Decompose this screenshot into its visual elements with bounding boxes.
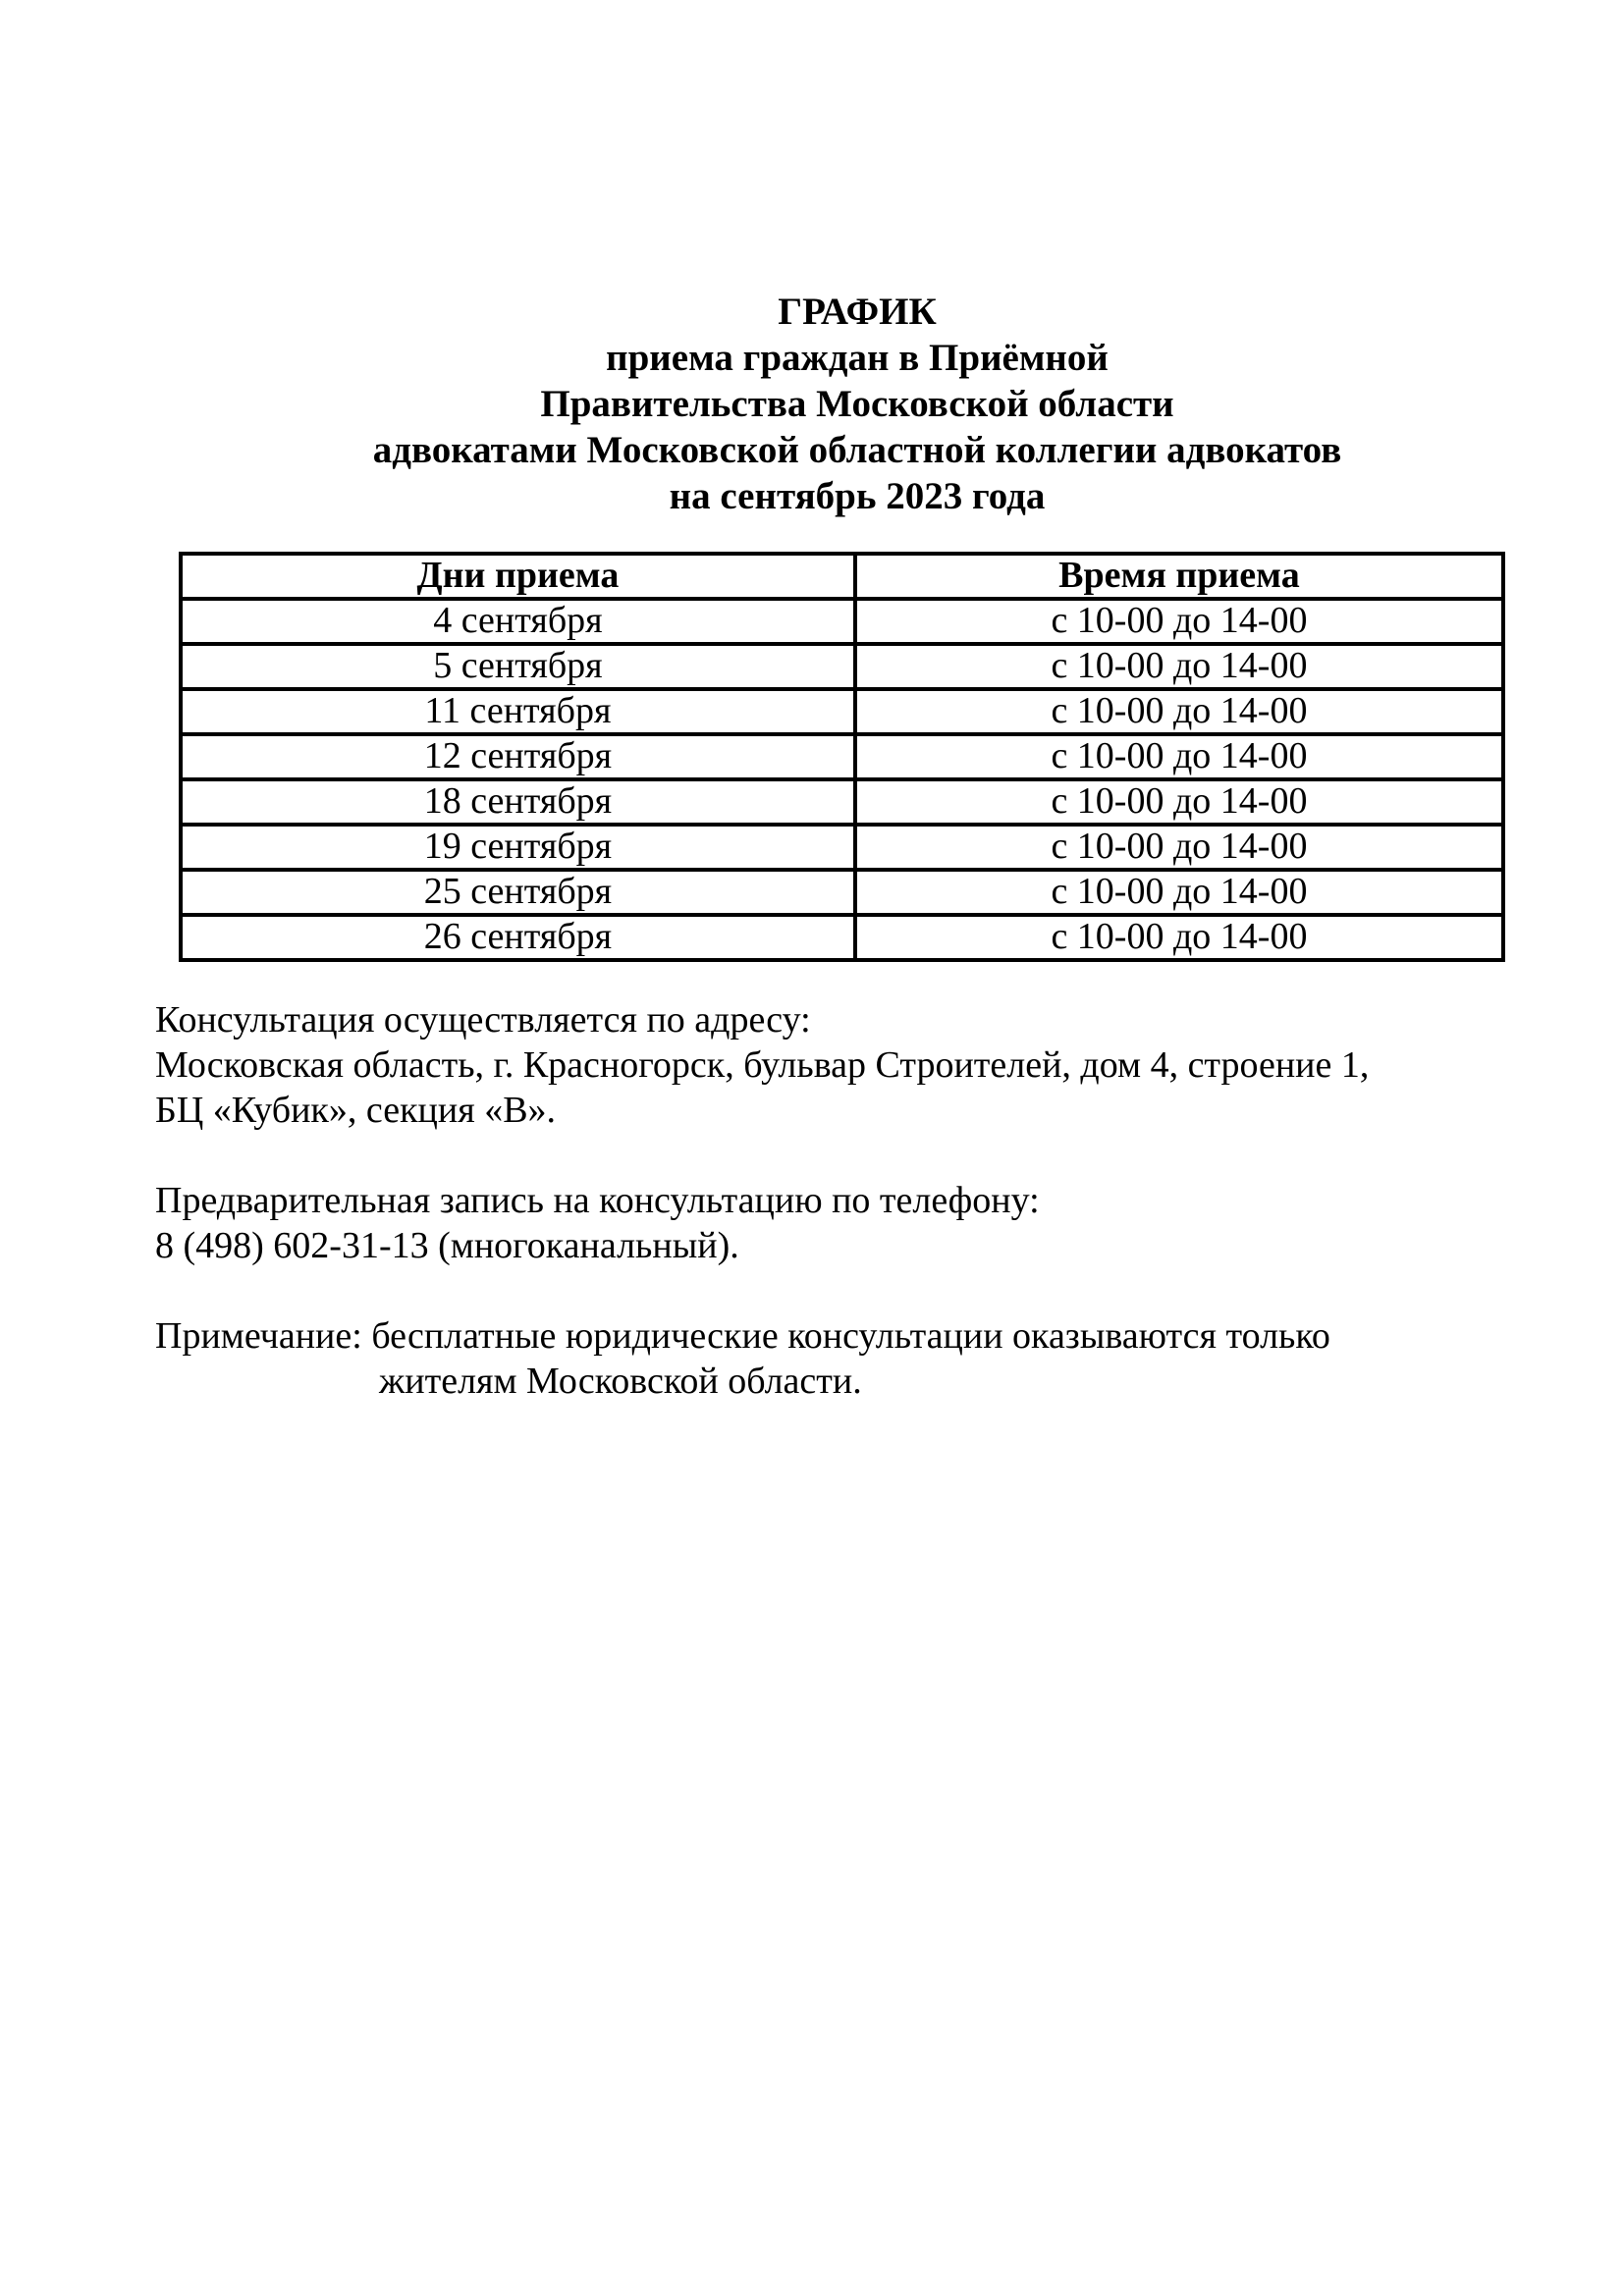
- table-row: [181, 825, 1503, 870]
- address-paragraph: [155, 997, 1369, 1133]
- time-cell: с 10-00 до 14-00: [855, 644, 1503, 689]
- table-row: [181, 915, 1503, 960]
- day-cell: 25 сентября: [181, 870, 855, 915]
- title-line-government: Правительства Московской области: [540, 383, 1174, 425]
- address-building-line: БЦ «Кубик», секция «В».: [155, 1090, 557, 1131]
- time-cell: с 10-00 до 14-00: [855, 825, 1503, 870]
- time-cell: с 10-00 до 14-00: [855, 870, 1503, 915]
- time-cell: с 10-00 до 14-00: [855, 779, 1503, 825]
- time-cell: с 10-00 до 14-00: [855, 915, 1503, 960]
- table-row: [181, 644, 1503, 689]
- phone-paragraph: [155, 1178, 1040, 1268]
- day-cell: 4 сентября: [181, 599, 855, 644]
- time-cell: с 10-00 до 14-00: [855, 689, 1503, 734]
- day-cell: 18 сентября: [181, 779, 855, 825]
- table-row: [181, 779, 1503, 825]
- title-line-month: на сентябрь 2023 года: [669, 475, 1046, 517]
- day-cell: 5 сентября: [181, 644, 855, 689]
- column-header-time: Время приема: [855, 554, 1503, 599]
- time-cell: с 10-00 до 14-00: [855, 734, 1503, 779]
- address-street-line: Московская область, г. Красногорск, бульвар Строителей, дом 4, строение 1,: [155, 1044, 1370, 1086]
- title-line-grafik: ГРАФИК: [778, 291, 937, 333]
- note-paragraph: [155, 1313, 1330, 1404]
- address-intro-line: Консультация осуществляется по адресу:: [155, 999, 811, 1041]
- table-row: [181, 734, 1503, 779]
- phone-number-line: 8 (498) 602-31-13 (многоканальный).: [155, 1225, 739, 1266]
- day-cell: 26 сентября: [181, 915, 855, 960]
- table-row: [181, 689, 1503, 734]
- day-cell: 11 сентября: [181, 689, 855, 734]
- phone-intro-line: Предварительная запись на консультацию по телефону:: [155, 1180, 1040, 1221]
- column-header-days: Дни приема: [181, 554, 855, 599]
- day-cell: 19 сентября: [181, 825, 855, 870]
- day-cell: 12 сентября: [181, 734, 855, 779]
- table-row: [181, 870, 1503, 915]
- note-line-2: жителям Московской области.: [379, 1361, 862, 1402]
- table-header-row: [181, 554, 1503, 599]
- reception-schedule-table: [179, 552, 1505, 962]
- time-cell: с 10-00 до 14-00: [855, 599, 1503, 644]
- document-title-block: [194, 289, 1520, 519]
- title-line-reception: приема граждан в Приёмной: [606, 337, 1109, 379]
- table-row: [181, 599, 1503, 644]
- note-line-1: Примечание: бесплатные юридические консультации оказываются только: [155, 1315, 1330, 1357]
- title-line-advocates: адвокатами Московской областной коллегии адвокатов: [372, 429, 1342, 471]
